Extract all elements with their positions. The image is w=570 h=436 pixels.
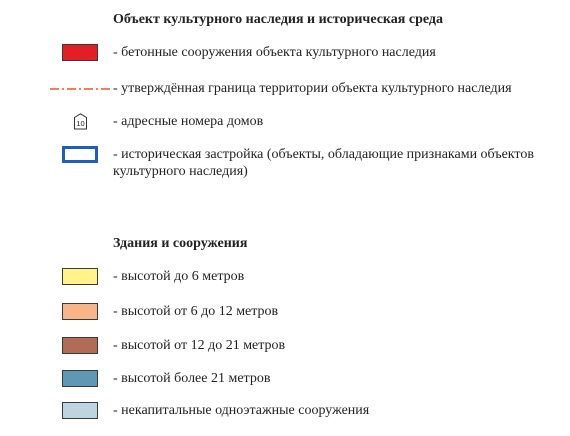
legend-label: - высотой от 6 до 12 метров — [113, 304, 279, 319]
section-heading-buildings: Здания и сооружения — [113, 236, 248, 251]
legend-label: - бетонные сооружения объекта культурного наследия — [113, 45, 436, 60]
legend-label: - высотой более 21 метров — [113, 371, 271, 386]
swatch-height-21-plus — [62, 370, 98, 387]
section-heading-heritage: Объект культурного наследия и историческая среда — [113, 12, 443, 27]
house-number-icon — [73, 113, 88, 130]
house-number-text: 10 — [76, 119, 85, 129]
dash-dot-line-icon — [50, 82, 110, 96]
legend-label: - историческая застройка (объекты, обладающие признаками объектов культурного наследия) — [113, 147, 534, 179]
swatch-height-12-21 — [62, 337, 98, 354]
legend-label: - высотой до 6 метров — [113, 269, 245, 284]
legend-label: - утверждённая граница территории объекта культурного наследия — [113, 81, 512, 96]
swatch-height-6 — [62, 268, 98, 285]
swatch-historic — [62, 146, 98, 163]
swatch-concrete — [62, 44, 98, 61]
legend-label: - высотой от 12 до 21 метров — [113, 338, 286, 353]
swatch-temporary — [62, 402, 98, 419]
legend-label: - адресные номера домов — [113, 114, 264, 129]
legend-label: - некапитальные одноэтажные сооружения — [113, 403, 370, 418]
swatch-height-6-12 — [62, 303, 98, 320]
